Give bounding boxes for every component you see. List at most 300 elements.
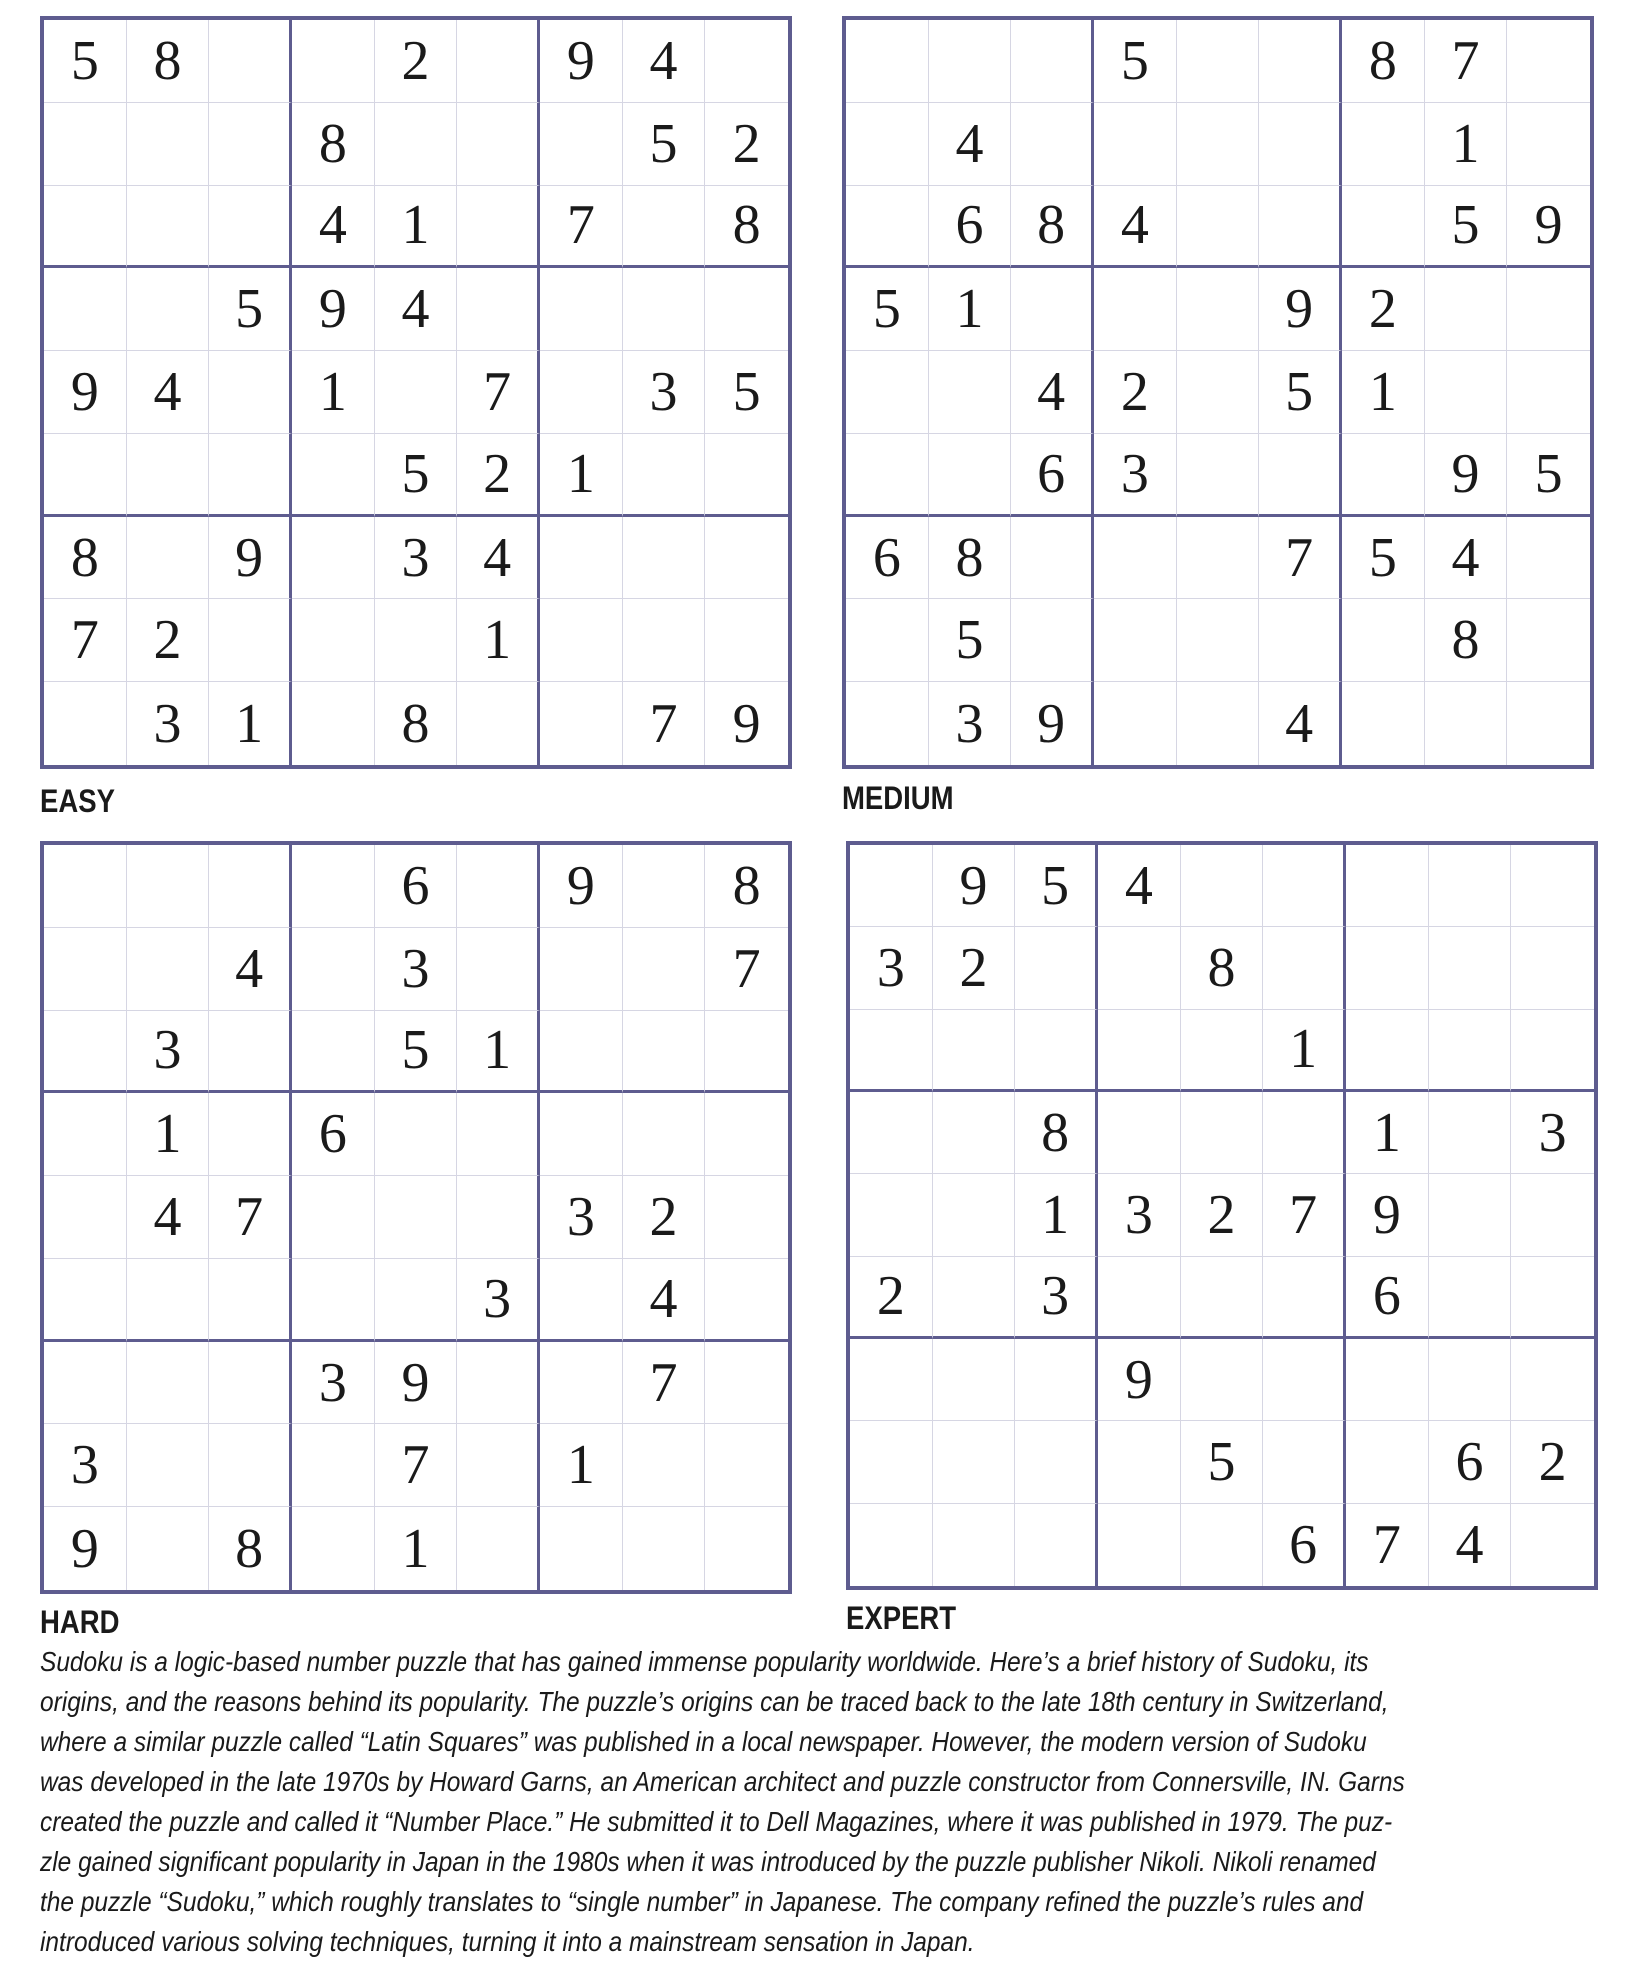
- sudoku-cell[interactable]: [1263, 1421, 1346, 1503]
- sudoku-cell[interactable]: [1342, 186, 1425, 269]
- sudoku-cell[interactable]: [850, 1010, 933, 1092]
- sudoku-cell[interactable]: [1507, 682, 1590, 765]
- sudoku-cell[interactable]: [375, 1259, 458, 1342]
- sudoku-cell[interactable]: 2: [457, 434, 540, 517]
- sudoku-cell[interactable]: 3: [1094, 434, 1177, 517]
- sudoku-cell[interactable]: [846, 434, 929, 517]
- sudoku-cell[interactable]: [929, 20, 1012, 103]
- sudoku-cell[interactable]: [1511, 845, 1594, 927]
- sudoku-cell[interactable]: [209, 186, 292, 269]
- sudoku-cell[interactable]: 3: [375, 517, 458, 600]
- sudoku-cell[interactable]: 2: [375, 20, 458, 103]
- sudoku-cell[interactable]: [933, 1092, 1016, 1174]
- sudoku-cell[interactable]: [1429, 1257, 1512, 1339]
- sudoku-cell[interactable]: 3: [540, 1176, 623, 1259]
- sudoku-cell[interactable]: [44, 928, 127, 1011]
- sudoku-cell[interactable]: [1015, 1421, 1098, 1503]
- sudoku-cell[interactable]: 9: [209, 517, 292, 600]
- sudoku-cell[interactable]: [1263, 927, 1346, 1009]
- sudoku-cell[interactable]: [705, 1259, 788, 1342]
- sudoku-cell[interactable]: 1: [540, 434, 623, 517]
- sudoku-cell[interactable]: [1098, 1421, 1181, 1503]
- sudoku-cell[interactable]: [1094, 103, 1177, 186]
- sudoku-cell[interactable]: 5: [1507, 434, 1590, 517]
- sudoku-cell[interactable]: [1511, 927, 1594, 1009]
- sudoku-cell[interactable]: [705, 1011, 788, 1094]
- sudoku-cell[interactable]: [44, 845, 127, 928]
- sudoku-cell[interactable]: [623, 1093, 706, 1176]
- sudoku-cell[interactable]: [457, 1424, 540, 1507]
- sudoku-cell[interactable]: 5: [1259, 351, 1342, 434]
- sudoku-cell[interactable]: [1177, 20, 1260, 103]
- sudoku-cell[interactable]: [540, 928, 623, 1011]
- sudoku-cell[interactable]: [623, 186, 706, 269]
- sudoku-cell[interactable]: [292, 682, 375, 765]
- sudoku-cell[interactable]: [209, 845, 292, 928]
- sudoku-cell[interactable]: [1346, 845, 1429, 927]
- sudoku-cell[interactable]: [540, 599, 623, 682]
- sudoku-cell[interactable]: [1507, 517, 1590, 600]
- sudoku-cell[interactable]: 8: [1181, 927, 1264, 1009]
- sudoku-cell[interactable]: [540, 1093, 623, 1176]
- sudoku-cell[interactable]: 8: [1011, 186, 1094, 269]
- sudoku-cell[interactable]: [933, 1421, 1016, 1503]
- sudoku-cell[interactable]: [1181, 1257, 1264, 1339]
- sudoku-cell[interactable]: 5: [44, 20, 127, 103]
- sudoku-cell[interactable]: 3: [292, 1342, 375, 1425]
- sudoku-cell[interactable]: 8: [1015, 1092, 1098, 1174]
- sudoku-cell[interactable]: [127, 268, 210, 351]
- sudoku-cell[interactable]: [1346, 1339, 1429, 1421]
- sudoku-cell[interactable]: [1507, 599, 1590, 682]
- sudoku-cell[interactable]: [1181, 1092, 1264, 1174]
- sudoku-cell[interactable]: [1263, 1257, 1346, 1339]
- sudoku-cell[interactable]: [1011, 599, 1094, 682]
- sudoku-cell[interactable]: 2: [1342, 268, 1425, 351]
- sudoku-cell[interactable]: [540, 517, 623, 600]
- sudoku-cell[interactable]: [1177, 434, 1260, 517]
- sudoku-cell[interactable]: [44, 434, 127, 517]
- sudoku-cell[interactable]: [457, 20, 540, 103]
- sudoku-cell[interactable]: [44, 268, 127, 351]
- sudoku-cell[interactable]: [1511, 1174, 1594, 1256]
- sudoku-cell[interactable]: 8: [705, 845, 788, 928]
- sudoku-cell[interactable]: [1263, 845, 1346, 927]
- sudoku-cell[interactable]: 6: [292, 1093, 375, 1176]
- sudoku-cell[interactable]: [1011, 517, 1094, 600]
- sudoku-cell[interactable]: 9: [1011, 682, 1094, 765]
- sudoku-cell[interactable]: [1429, 1174, 1512, 1256]
- sudoku-cell[interactable]: [44, 682, 127, 765]
- sudoku-cell[interactable]: [623, 1424, 706, 1507]
- sudoku-cell[interactable]: 2: [705, 103, 788, 186]
- sudoku-cell[interactable]: 1: [209, 682, 292, 765]
- sudoku-cell[interactable]: [705, 434, 788, 517]
- sudoku-cell[interactable]: [127, 1424, 210, 1507]
- sudoku-cell[interactable]: 1: [1346, 1092, 1429, 1174]
- sudoku-cell[interactable]: 3: [127, 1011, 210, 1094]
- sudoku-cell[interactable]: [850, 845, 933, 927]
- sudoku-cell[interactable]: 3: [1098, 1174, 1181, 1256]
- sudoku-cell[interactable]: 2: [1511, 1421, 1594, 1503]
- sudoku-cell[interactable]: [1177, 517, 1260, 600]
- sudoku-cell[interactable]: 2: [623, 1176, 706, 1259]
- sudoku-cell[interactable]: 3: [850, 927, 933, 1009]
- sudoku-cell[interactable]: [1177, 103, 1260, 186]
- sudoku-cell[interactable]: [292, 1424, 375, 1507]
- sudoku-cell[interactable]: [44, 1259, 127, 1342]
- sudoku-cell[interactable]: 8: [1342, 20, 1425, 103]
- sudoku-cell[interactable]: 1: [1342, 351, 1425, 434]
- sudoku-cell[interactable]: 9: [292, 268, 375, 351]
- sudoku-cell[interactable]: [1015, 1339, 1098, 1421]
- sudoku-cell[interactable]: [933, 1257, 1016, 1339]
- sudoku-cell[interactable]: [127, 1259, 210, 1342]
- sudoku-cell[interactable]: 1: [375, 186, 458, 269]
- sudoku-cell[interactable]: [1342, 599, 1425, 682]
- sudoku-cell[interactable]: 7: [44, 599, 127, 682]
- sudoku-cell[interactable]: [1425, 682, 1508, 765]
- sudoku-cell[interactable]: 7: [623, 682, 706, 765]
- sudoku-cell[interactable]: [623, 845, 706, 928]
- sudoku-cell[interactable]: [1181, 1504, 1264, 1586]
- sudoku-cell[interactable]: [933, 1010, 1016, 1092]
- sudoku-cell[interactable]: 3: [127, 682, 210, 765]
- sudoku-cell[interactable]: 1: [540, 1424, 623, 1507]
- sudoku-cell[interactable]: [1177, 351, 1260, 434]
- sudoku-cell[interactable]: [705, 268, 788, 351]
- sudoku-cell[interactable]: 8: [292, 103, 375, 186]
- sudoku-cell[interactable]: [457, 1507, 540, 1590]
- sudoku-cell[interactable]: 4: [209, 928, 292, 1011]
- sudoku-cell[interactable]: 6: [375, 845, 458, 928]
- sudoku-cell[interactable]: [929, 434, 1012, 517]
- sudoku-cell[interactable]: 7: [1263, 1174, 1346, 1256]
- sudoku-cell[interactable]: [1511, 1339, 1594, 1421]
- sudoku-cell[interactable]: 2: [933, 927, 1016, 1009]
- sudoku-cell[interactable]: 1: [127, 1093, 210, 1176]
- sudoku-cell[interactable]: 6: [1429, 1421, 1512, 1503]
- sudoku-cell[interactable]: [1346, 927, 1429, 1009]
- sudoku-cell[interactable]: [846, 682, 929, 765]
- sudoku-cell[interactable]: 2: [1181, 1174, 1264, 1256]
- sudoku-cell[interactable]: [1507, 20, 1590, 103]
- sudoku-cell[interactable]: [1507, 351, 1590, 434]
- sudoku-cell[interactable]: [375, 1176, 458, 1259]
- sudoku-cell[interactable]: 9: [44, 1507, 127, 1590]
- sudoku-cell[interactable]: 8: [127, 20, 210, 103]
- sudoku-cell[interactable]: [1098, 1504, 1181, 1586]
- sudoku-cell[interactable]: [623, 268, 706, 351]
- sudoku-cell[interactable]: 7: [623, 1342, 706, 1425]
- sudoku-cell[interactable]: 9: [375, 1342, 458, 1425]
- sudoku-cell[interactable]: 5: [929, 599, 1012, 682]
- sudoku-cell[interactable]: [1342, 682, 1425, 765]
- sudoku-cell[interactable]: [1259, 20, 1342, 103]
- sudoku-cell[interactable]: 7: [540, 186, 623, 269]
- sudoku-cell[interactable]: 4: [623, 20, 706, 103]
- sudoku-cell[interactable]: 4: [1094, 186, 1177, 269]
- sudoku-cell[interactable]: 6: [1011, 434, 1094, 517]
- sudoku-cell[interactable]: [1259, 434, 1342, 517]
- sudoku-cell[interactable]: [1011, 268, 1094, 351]
- sudoku-cell[interactable]: [705, 1507, 788, 1590]
- sudoku-cell[interactable]: 5: [1342, 517, 1425, 600]
- sudoku-cell[interactable]: [127, 434, 210, 517]
- sudoku-cell[interactable]: 4: [1011, 351, 1094, 434]
- sudoku-cell[interactable]: [127, 1342, 210, 1425]
- sudoku-cell[interactable]: [1429, 927, 1512, 1009]
- sudoku-cell[interactable]: [1177, 599, 1260, 682]
- sudoku-cell[interactable]: 9: [1259, 268, 1342, 351]
- sudoku-cell[interactable]: 8: [209, 1507, 292, 1590]
- sudoku-cell[interactable]: 9: [1507, 186, 1590, 269]
- sudoku-cell[interactable]: [705, 1342, 788, 1425]
- sudoku-cell[interactable]: 9: [1098, 1339, 1181, 1421]
- sudoku-cell[interactable]: 5: [1094, 20, 1177, 103]
- sudoku-cell[interactable]: 3: [44, 1424, 127, 1507]
- sudoku-cell[interactable]: [292, 845, 375, 928]
- sudoku-cell[interactable]: [933, 1339, 1016, 1421]
- sudoku-cell[interactable]: [846, 20, 929, 103]
- sudoku-cell[interactable]: [1181, 1010, 1264, 1092]
- sudoku-cell[interactable]: [623, 599, 706, 682]
- sudoku-cell[interactable]: [209, 1259, 292, 1342]
- sudoku-cell[interactable]: [1094, 268, 1177, 351]
- sudoku-cell[interactable]: 1: [1015, 1174, 1098, 1256]
- sudoku-cell[interactable]: [540, 1507, 623, 1590]
- sudoku-cell[interactable]: 2: [1094, 351, 1177, 434]
- sudoku-cell[interactable]: 1: [929, 268, 1012, 351]
- sudoku-cell[interactable]: 4: [623, 1259, 706, 1342]
- sudoku-cell[interactable]: 1: [1263, 1010, 1346, 1092]
- sudoku-cell[interactable]: 5: [209, 268, 292, 351]
- sudoku-cell[interactable]: [375, 599, 458, 682]
- sudoku-cell[interactable]: [1507, 268, 1590, 351]
- sudoku-cell[interactable]: [1425, 351, 1508, 434]
- sudoku-cell[interactable]: 7: [1259, 517, 1342, 600]
- sudoku-cell[interactable]: 1: [292, 351, 375, 434]
- sudoku-cell[interactable]: [292, 434, 375, 517]
- sudoku-cell[interactable]: 4: [1259, 682, 1342, 765]
- sudoku-cell[interactable]: 5: [375, 1011, 458, 1094]
- sudoku-cell[interactable]: [209, 599, 292, 682]
- sudoku-cell[interactable]: [292, 928, 375, 1011]
- sudoku-cell[interactable]: [705, 517, 788, 600]
- sudoku-cell[interactable]: [1346, 1010, 1429, 1092]
- sudoku-cell[interactable]: 4: [127, 351, 210, 434]
- sudoku-cell[interactable]: [292, 1507, 375, 1590]
- sudoku-cell[interactable]: [540, 351, 623, 434]
- sudoku-cell[interactable]: 3: [1511, 1092, 1594, 1174]
- sudoku-cell[interactable]: [933, 1504, 1016, 1586]
- sudoku-cell[interactable]: [1094, 599, 1177, 682]
- sudoku-cell[interactable]: [457, 268, 540, 351]
- sudoku-cell[interactable]: [44, 1176, 127, 1259]
- sudoku-cell[interactable]: [127, 517, 210, 600]
- sudoku-cell[interactable]: [1342, 434, 1425, 517]
- sudoku-cell[interactable]: 8: [375, 682, 458, 765]
- sudoku-cell[interactable]: 5: [623, 103, 706, 186]
- sudoku-cell[interactable]: [1263, 1339, 1346, 1421]
- sudoku-cell[interactable]: [292, 517, 375, 600]
- sudoku-cell[interactable]: [44, 103, 127, 186]
- sudoku-cell[interactable]: 1: [1425, 103, 1508, 186]
- sudoku-cell[interactable]: [623, 434, 706, 517]
- sudoku-cell[interactable]: [1259, 103, 1342, 186]
- sudoku-cell[interactable]: [457, 186, 540, 269]
- sudoku-cell[interactable]: 3: [929, 682, 1012, 765]
- sudoku-cell[interactable]: 8: [705, 186, 788, 269]
- sudoku-cell[interactable]: [1429, 1010, 1512, 1092]
- sudoku-cell[interactable]: [850, 1421, 933, 1503]
- sudoku-cell[interactable]: [127, 186, 210, 269]
- sudoku-cell[interactable]: 8: [929, 517, 1012, 600]
- sudoku-cell[interactable]: [850, 1339, 933, 1421]
- sudoku-cell[interactable]: [44, 1011, 127, 1094]
- sudoku-cell[interactable]: 9: [540, 20, 623, 103]
- sudoku-cell[interactable]: [457, 1342, 540, 1425]
- sudoku-cell[interactable]: [1429, 845, 1512, 927]
- sudoku-cell[interactable]: [540, 1259, 623, 1342]
- sudoku-cell[interactable]: [1011, 103, 1094, 186]
- sudoku-cell[interactable]: [1015, 927, 1098, 1009]
- sudoku-cell[interactable]: 7: [705, 928, 788, 1011]
- sudoku-cell[interactable]: 5: [1425, 186, 1508, 269]
- sudoku-cell[interactable]: [1181, 1339, 1264, 1421]
- sudoku-cell[interactable]: 9: [732, 692, 761, 755]
- sudoku-cell[interactable]: [846, 186, 929, 269]
- sudoku-cell[interactable]: [850, 1504, 933, 1586]
- sudoku-cell[interactable]: 3: [457, 1259, 540, 1342]
- sudoku-cell[interactable]: [705, 1093, 788, 1176]
- sudoku-cell[interactable]: 4: [1098, 845, 1181, 927]
- sudoku-cell[interactable]: [1177, 186, 1260, 269]
- sudoku-cell[interactable]: [292, 599, 375, 682]
- sudoku-cell[interactable]: [705, 1176, 788, 1259]
- sudoku-cell[interactable]: 5: [1181, 1421, 1264, 1503]
- sudoku-cell[interactable]: 5: [375, 434, 458, 517]
- sudoku-cell[interactable]: [127, 928, 210, 1011]
- sudoku-cell[interactable]: 5: [846, 268, 929, 351]
- sudoku-cell[interactable]: 7: [209, 1176, 292, 1259]
- sudoku-cell[interactable]: [540, 268, 623, 351]
- sudoku-cell[interactable]: [1015, 1504, 1098, 1586]
- sudoku-cell[interactable]: [1181, 845, 1264, 927]
- sudoku-cell[interactable]: [1346, 1421, 1429, 1503]
- sudoku-cell[interactable]: [1263, 1092, 1346, 1174]
- sudoku-cell[interactable]: 9: [540, 845, 623, 928]
- sudoku-cell[interactable]: 3: [1015, 1257, 1098, 1339]
- sudoku-cell[interactable]: 1: [375, 1507, 458, 1590]
- sudoku-cell[interactable]: 4: [929, 103, 1012, 186]
- sudoku-cell[interactable]: [457, 845, 540, 928]
- sudoku-cell[interactable]: [209, 1093, 292, 1176]
- sudoku-cell[interactable]: 3: [623, 351, 706, 434]
- sudoku-cell[interactable]: [929, 351, 1012, 434]
- sudoku-cell[interactable]: [1429, 1339, 1512, 1421]
- sudoku-cell[interactable]: 9: [1346, 1174, 1429, 1256]
- sudoku-cell[interactable]: [292, 1176, 375, 1259]
- sudoku-cell[interactable]: [1177, 682, 1260, 765]
- sudoku-cell[interactable]: 4: [292, 186, 375, 269]
- sudoku-cell[interactable]: 7: [1346, 1504, 1429, 1586]
- sudoku-cell[interactable]: [850, 1092, 933, 1174]
- sudoku-cell[interactable]: [209, 1342, 292, 1425]
- sudoku-cell[interactable]: [1259, 599, 1342, 682]
- sudoku-cell[interactable]: [933, 1174, 1016, 1256]
- sudoku-cell[interactable]: [292, 1259, 375, 1342]
- sudoku-cell[interactable]: 8: [44, 517, 127, 600]
- sudoku-cell[interactable]: [705, 599, 788, 682]
- sudoku-cell[interactable]: [705, 20, 788, 103]
- sudoku-cell[interactable]: [1094, 517, 1177, 600]
- sudoku-cell[interactable]: [1098, 1257, 1181, 1339]
- sudoku-cell[interactable]: [540, 682, 623, 765]
- sudoku-cell[interactable]: [292, 20, 375, 103]
- sudoku-cell[interactable]: 7: [375, 1424, 458, 1507]
- sudoku-cell[interactable]: [209, 1424, 292, 1507]
- sudoku-cell[interactable]: [1094, 682, 1177, 765]
- sudoku-cell[interactable]: 1: [457, 1011, 540, 1094]
- sudoku-cell[interactable]: 7: [1425, 20, 1508, 103]
- sudoku-cell[interactable]: 3: [375, 928, 458, 1011]
- sudoku-cell[interactable]: [1342, 103, 1425, 186]
- sudoku-cell[interactable]: 9: [1425, 434, 1508, 517]
- sudoku-cell[interactable]: 4: [375, 268, 458, 351]
- sudoku-cell[interactable]: [44, 1342, 127, 1425]
- sudoku-cell[interactable]: [1507, 103, 1590, 186]
- sudoku-cell[interactable]: 6: [929, 186, 1012, 269]
- sudoku-cell[interactable]: [209, 1011, 292, 1094]
- sudoku-cell[interactable]: [623, 1011, 706, 1094]
- sudoku-cell[interactable]: [1098, 1092, 1181, 1174]
- sudoku-cell[interactable]: [623, 1507, 706, 1590]
- sudoku-cell[interactable]: 6: [1263, 1504, 1346, 1586]
- sudoku-cell[interactable]: [44, 186, 127, 269]
- sudoku-cell[interactable]: [375, 103, 458, 186]
- sudoku-cell[interactable]: [846, 599, 929, 682]
- sudoku-cell[interactable]: [127, 1507, 210, 1590]
- sudoku-cell[interactable]: [623, 928, 706, 1011]
- sudoku-cell[interactable]: [540, 103, 623, 186]
- sudoku-cell[interactable]: 6: [1346, 1257, 1429, 1339]
- sudoku-cell[interactable]: [540, 1011, 623, 1094]
- sudoku-cell[interactable]: 4: [1425, 517, 1508, 600]
- sudoku-cell[interactable]: [127, 845, 210, 928]
- sudoku-cell[interactable]: [457, 1176, 540, 1259]
- sudoku-cell[interactable]: [209, 20, 292, 103]
- sudoku-cell[interactable]: [1425, 268, 1508, 351]
- sudoku-cell[interactable]: [540, 1342, 623, 1425]
- sudoku-cell[interactable]: [457, 103, 540, 186]
- sudoku-cell[interactable]: [375, 351, 458, 434]
- sudoku-cell[interactable]: [457, 682, 540, 765]
- sudoku-cell[interactable]: [209, 434, 292, 517]
- sudoku-cell[interactable]: 4: [127, 1176, 210, 1259]
- sudoku-cell[interactable]: 4: [457, 517, 540, 600]
- sudoku-cell[interactable]: [1511, 1010, 1594, 1092]
- sudoku-cell[interactable]: [623, 517, 706, 600]
- sudoku-cell[interactable]: [1098, 1010, 1181, 1092]
- sudoku-cell[interactable]: 5: [1015, 845, 1098, 927]
- sudoku-cell[interactable]: [1098, 927, 1181, 1009]
- sudoku-cell[interactable]: [375, 1093, 458, 1176]
- sudoku-cell[interactable]: [457, 1093, 540, 1176]
- sudoku-cell[interactable]: [846, 351, 929, 434]
- sudoku-cell[interactable]: 8: [1425, 599, 1508, 682]
- sudoku-cell[interactable]: 9: [933, 845, 1016, 927]
